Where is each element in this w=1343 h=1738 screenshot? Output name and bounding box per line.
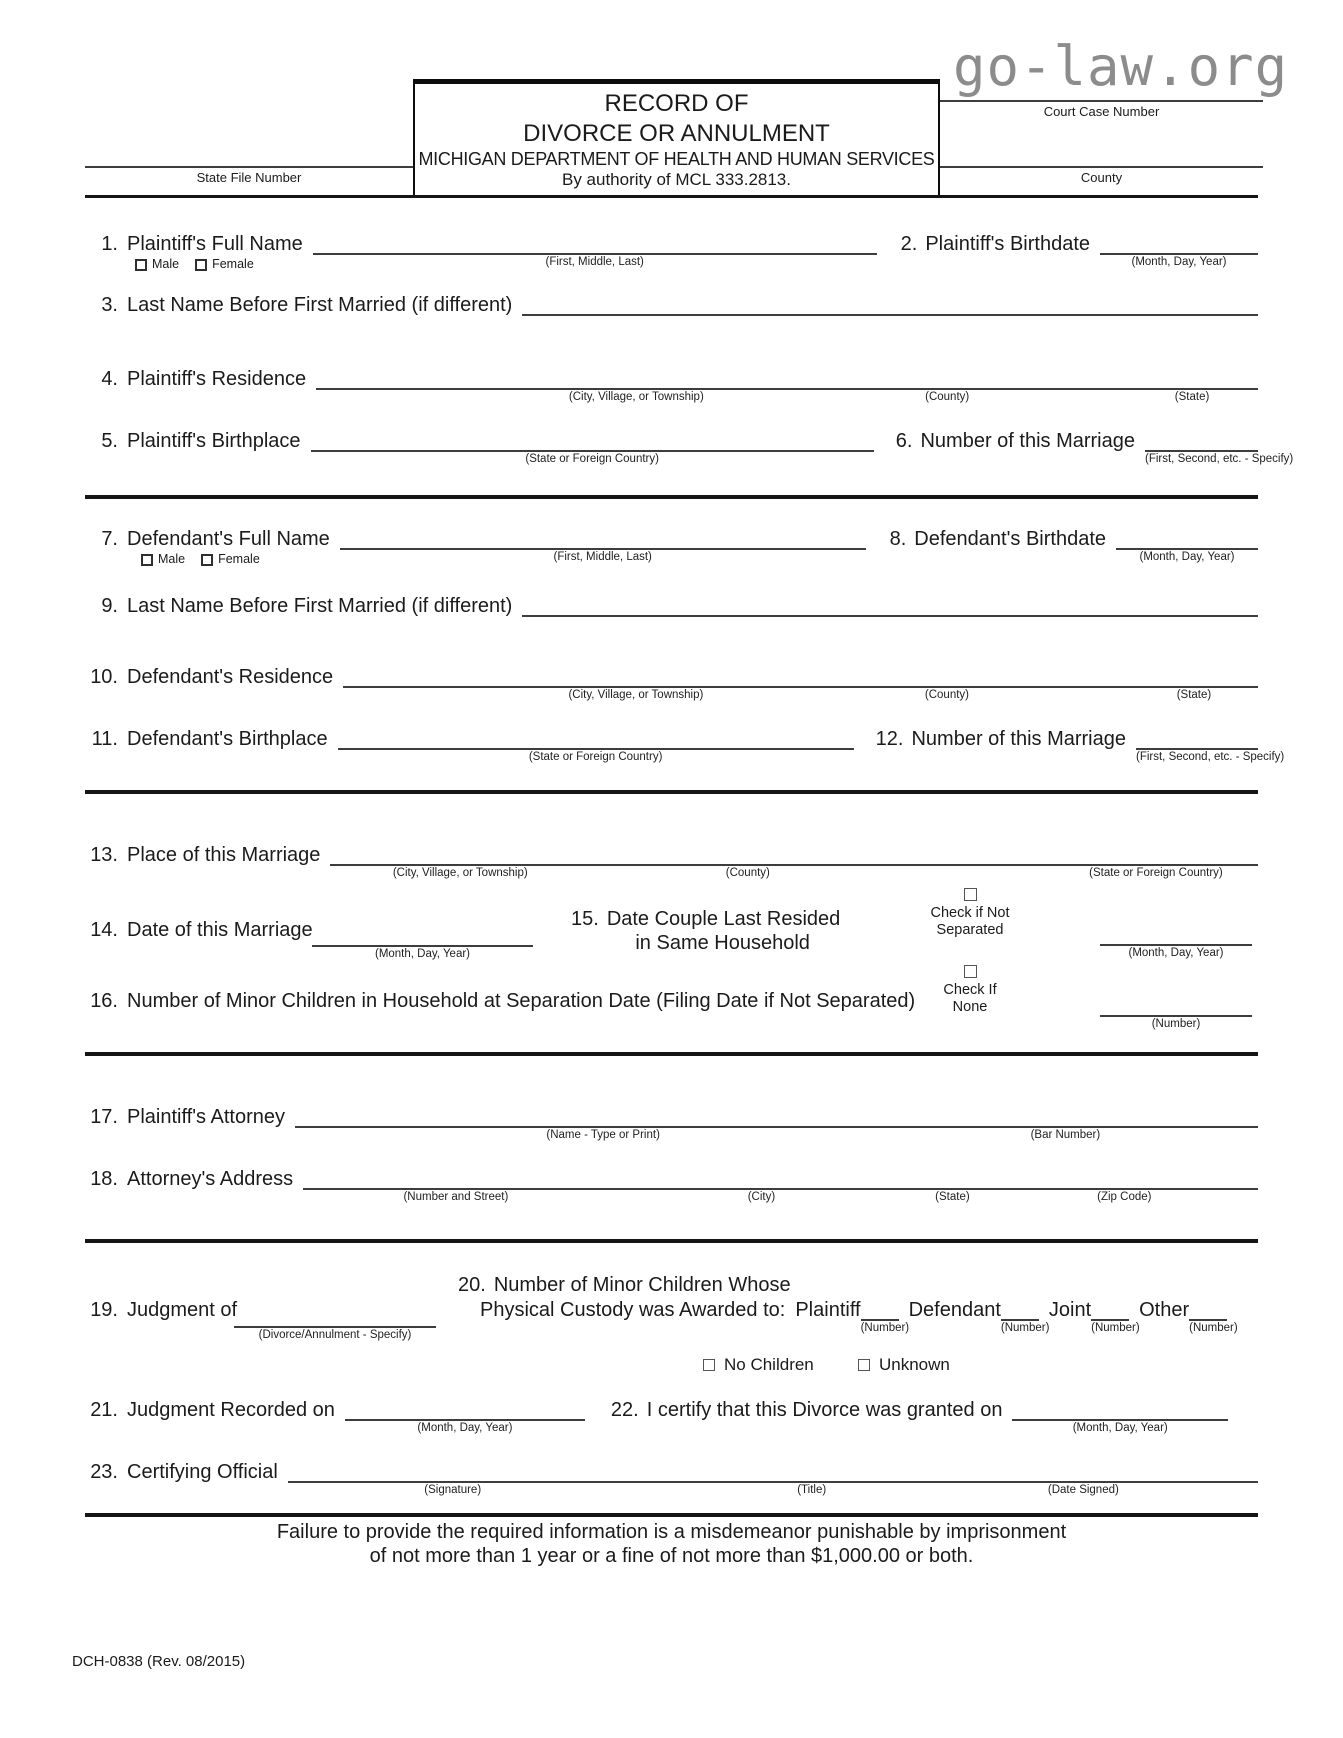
item-7-caption: (First, Middle, Last)	[553, 551, 652, 563]
misdemeanor-warning	[85, 1521, 1258, 1568]
row-defendant-birthplace-marriage-number	[85, 726, 1285, 763]
plaintiff-sex-female-option	[195, 258, 254, 271]
row-attorney-address	[85, 1166, 1258, 1203]
item-21-label: 21. Judgment Recorded on	[90, 1399, 335, 1421]
not-separated-checkbox[interactable]	[964, 888, 977, 901]
no-children-label: No Children	[724, 1355, 814, 1374]
item-6-caption: (First, Second, etc. - Specify)	[1145, 453, 1294, 465]
row-place-of-marriage	[85, 842, 1258, 879]
defendant-marriage-number-input[interactable]	[1136, 740, 1285, 763]
minor-children-number-input[interactable]	[1100, 1007, 1252, 1030]
plaintiff-male-label: Male	[152, 257, 180, 271]
row-minor-children-count	[85, 958, 1258, 1030]
item-4-caption-state: (State)	[1174, 391, 1210, 403]
item-4-caption-city: (City, Village, or Township)	[568, 391, 704, 403]
item-16-label: 16. Number of Minor Children in Household at Separation Date (Filing Date if Not Separated)	[90, 990, 916, 1012]
authority-note: By authority of MCL 333.2813.	[561, 170, 791, 189]
item-17-label: 17. Plaintiff's Attorney	[90, 1106, 285, 1128]
court-case-number-label: Court Case Number	[1043, 104, 1160, 119]
item-23-label: 23. Certifying Official	[90, 1461, 278, 1483]
row-defendant-prior-name	[85, 593, 1258, 617]
defendant-full-name-input[interactable]	[340, 540, 866, 563]
plaintiff-prior-last-name-input[interactable]	[522, 306, 1258, 316]
item-23-caption-title: (Title)	[797, 1484, 827, 1496]
not-separated-label-line2: Separated	[936, 922, 1004, 938]
warning-line2: of not more than 1 year or a fine of not more than $1,000.00 or both.	[369, 1544, 974, 1567]
plaintiff-sex-male-option	[135, 258, 179, 271]
check-if-none-label-line1: Check If	[943, 982, 997, 998]
judgment-type-input[interactable]	[234, 1318, 436, 1341]
item-8-caption: (Month, Day, Year)	[1139, 551, 1235, 563]
item-18-caption-street: (Number and Street)	[403, 1191, 509, 1203]
item-10-caption-state: (State)	[1176, 689, 1212, 701]
go-law-watermark: go-law.org	[953, 35, 1289, 98]
item-22-label: 22. I certify that this Divorce was granted on	[610, 1399, 1003, 1421]
row-judgment-custody	[85, 1270, 1258, 1346]
item-15-check-group	[895, 885, 1045, 939]
item-19-label: 19. Judgment of	[90, 1299, 238, 1321]
unknown-option	[858, 1356, 950, 1374]
custody-joint-caption: (Number)	[1091, 1322, 1140, 1334]
item-13-caption-county: (County)	[725, 867, 770, 879]
custody-plaintiff-caption: (Number)	[860, 1322, 910, 1334]
defendant-prior-last-name-input[interactable]	[522, 607, 1258, 617]
county-label: County	[1080, 170, 1123, 185]
state-file-number-line[interactable]	[85, 166, 413, 168]
form-title-box	[413, 79, 940, 197]
plaintiff-full-name-input[interactable]	[313, 245, 877, 268]
custody-plaintiff-label: Plaintiff	[795, 1299, 861, 1321]
marriage-date-input[interactable]	[312, 937, 533, 960]
item-7-label: 7. Defendant's Full Name	[101, 528, 330, 550]
plaintiff-female-label: Female	[212, 257, 254, 271]
item-5-label: 5. Plaintiff's Birthplace	[101, 430, 301, 452]
item-14-caption: (Month, Day, Year)	[374, 948, 471, 960]
defendant-birthplace-input[interactable]	[338, 740, 854, 763]
custody-other-label: Other	[1139, 1299, 1190, 1321]
attorney-address-input[interactable]	[303, 1180, 1258, 1203]
custody-defendant-caption: (Number)	[1000, 1322, 1050, 1334]
item-18-caption-zip: (Zip Code)	[1097, 1191, 1152, 1203]
row-plaintiff-residence	[85, 366, 1258, 403]
divorce-granted-date-input[interactable]	[1012, 1411, 1228, 1434]
item-1-label: 1. Plaintiff's Full Name	[101, 233, 303, 255]
defendant-birthdate-input[interactable]	[1116, 540, 1258, 563]
item-19-caption: (Divorce/Annulment - Specify)	[258, 1329, 412, 1341]
item-12-label: 12. Number of this Marriage	[875, 728, 1126, 750]
item-16-caption: (Number)	[1151, 1018, 1201, 1030]
plaintiff-marriage-number-input[interactable]	[1145, 442, 1294, 465]
item-4-label: 4. Plaintiff's Residence	[101, 368, 307, 390]
item-13-caption-state: (State or Foreign Country)	[1089, 867, 1223, 879]
item-3-label: 3. Last Name Before First Married (if different)	[101, 294, 513, 316]
defendant-sex-male-option	[141, 553, 185, 566]
custody-joint-label: Joint	[1048, 1299, 1092, 1321]
custody-defendant-number-input[interactable]	[1000, 1313, 1050, 1334]
form-title-line1: RECORD OF	[604, 90, 749, 117]
item-20-custody-line	[480, 1297, 1238, 1334]
section-divider-4	[85, 1239, 1258, 1243]
custody-joint-number-input[interactable]	[1091, 1313, 1140, 1334]
item-5-caption: (State or Foreign Country)	[525, 453, 659, 465]
item-15-caption: (Month, Day, Year)	[1128, 947, 1224, 959]
defendant-female-label: Female	[218, 552, 260, 566]
custody-other-number-input[interactable]	[1189, 1313, 1238, 1334]
plaintiff-birthdate-input[interactable]	[1100, 245, 1258, 268]
item-10-label: 10. Defendant's Residence	[90, 666, 334, 688]
unknown-label: Unknown	[879, 1355, 950, 1374]
plaintiff-female-checkbox[interactable]	[195, 259, 207, 271]
county-line[interactable]	[940, 166, 1263, 168]
row-judgment-recorded-granted	[85, 1397, 1258, 1434]
row-defendant-residence	[85, 664, 1258, 701]
item-17-caption-bar-number: (Bar Number)	[1030, 1129, 1101, 1141]
no-children-checkbox[interactable]	[703, 1359, 715, 1371]
defendant-sex-female-option	[201, 553, 260, 566]
defendant-male-label: Male	[158, 552, 186, 566]
defendant-female-checkbox[interactable]	[201, 554, 213, 566]
item-17-caption-name: (Name - Type or Print)	[546, 1129, 660, 1141]
item-20-label-line2: Physical Custody was Awarded to:	[480, 1299, 786, 1321]
not-separated-label-line1: Check if Not	[930, 905, 1010, 921]
item-1-caption: (First, Middle, Last)	[545, 256, 644, 268]
check-if-none-label-line2: None	[952, 999, 988, 1015]
court-case-number-line[interactable]	[940, 100, 1263, 102]
department-name: MICHIGAN DEPARTMENT OF HEALTH AND HUMAN SERVICES	[418, 149, 935, 169]
row-plaintiff-birthplace-marriage-number	[85, 428, 1294, 465]
custody-other-caption: (Number)	[1189, 1322, 1238, 1334]
form-title-line2: DIVORCE OR ANNULMENT	[523, 120, 830, 147]
plaintiff-residence-input[interactable]	[316, 380, 1258, 403]
last-resided-date-input[interactable]	[1100, 936, 1252, 959]
section-divider-3	[85, 1052, 1258, 1056]
item-6-label: 6. Number of this Marriage	[895, 430, 1135, 452]
plaintiff-attorney-input[interactable]	[295, 1118, 1258, 1141]
certifying-official-input[interactable]	[288, 1473, 1258, 1496]
item-23-caption-date-signed: (Date Signed)	[1047, 1484, 1119, 1496]
item-16-check-group	[895, 962, 1045, 1016]
item-11-caption: (State or Foreign Country)	[528, 751, 663, 763]
warning-line1: Failure to provide the required information is a misdemeanor punishable by imprisonment	[276, 1521, 1067, 1543]
item-18-caption-city: (City)	[747, 1191, 776, 1203]
state-file-number-label: State File Number	[196, 170, 302, 185]
item-9-label: 9. Last Name Before First Married (if different)	[101, 595, 513, 617]
item-13-label: 13. Place of this Marriage	[90, 844, 321, 866]
no-children-option	[703, 1356, 814, 1374]
item-18-label: 18. Attorney's Address	[90, 1168, 294, 1190]
item-2-label: 2. Plaintiff's Birthdate	[900, 233, 1090, 255]
section-divider-2	[85, 790, 1258, 794]
unknown-checkbox[interactable]	[858, 1359, 870, 1371]
item-8-label: 8. Defendant's Birthdate	[889, 528, 1106, 550]
defendant-residence-input[interactable]	[343, 678, 1258, 701]
item-15-label: 15. Date Couple Last Resided in Same Household	[571, 908, 841, 954]
item-2-caption: (Month, Day, Year)	[1131, 256, 1227, 268]
item-20-label-line1: 20. Number of Minor Children Whose	[458, 1274, 791, 1296]
plaintiff-male-checkbox[interactable]	[135, 259, 147, 271]
item-18-caption-state: (State)	[935, 1191, 970, 1203]
section-divider-5	[85, 1513, 1258, 1517]
section-divider-1	[85, 495, 1258, 499]
judgment-recorded-date-input[interactable]	[345, 1411, 585, 1434]
item-12-caption: (First, Second, etc. - Specify)	[1136, 751, 1285, 763]
custody-plaintiff-number-input[interactable]	[860, 1313, 910, 1334]
custody-defendant-label: Defendant	[908, 1299, 1001, 1321]
row-certifying-official	[85, 1459, 1258, 1496]
item-23-caption-signature: (Signature)	[424, 1484, 482, 1496]
item-11-label: 11. Defendant's Birthplace	[91, 728, 328, 750]
row-plaintiff-prior-name	[85, 292, 1258, 316]
row-plaintiff-attorney	[85, 1104, 1258, 1141]
form-code: DCH-0838 (Rev. 08/2015)	[72, 1653, 246, 1670]
item-10-caption-county: (County)	[924, 689, 970, 701]
place-of-marriage-input[interactable]	[330, 856, 1258, 879]
item-4-caption-county: (County)	[925, 391, 970, 403]
item-13-caption-city: (City, Village, or Township)	[392, 867, 528, 879]
item-21-caption: (Month, Day, Year)	[417, 1422, 513, 1434]
plaintiff-sex-options	[135, 258, 254, 271]
header-divider	[85, 195, 1258, 198]
defendant-sex-options	[141, 553, 260, 566]
item-10-caption-city: (City, Village, or Township)	[568, 689, 704, 701]
plaintiff-birthplace-input[interactable]	[311, 442, 874, 465]
row-marriage-date-last-resided	[85, 885, 1258, 965]
item-22-caption: (Month, Day, Year)	[1072, 1422, 1168, 1434]
no-minor-children-checkbox[interactable]	[964, 965, 977, 978]
defendant-male-checkbox[interactable]	[141, 554, 153, 566]
item-14-label: 14. Date of this Marriage	[90, 919, 313, 941]
